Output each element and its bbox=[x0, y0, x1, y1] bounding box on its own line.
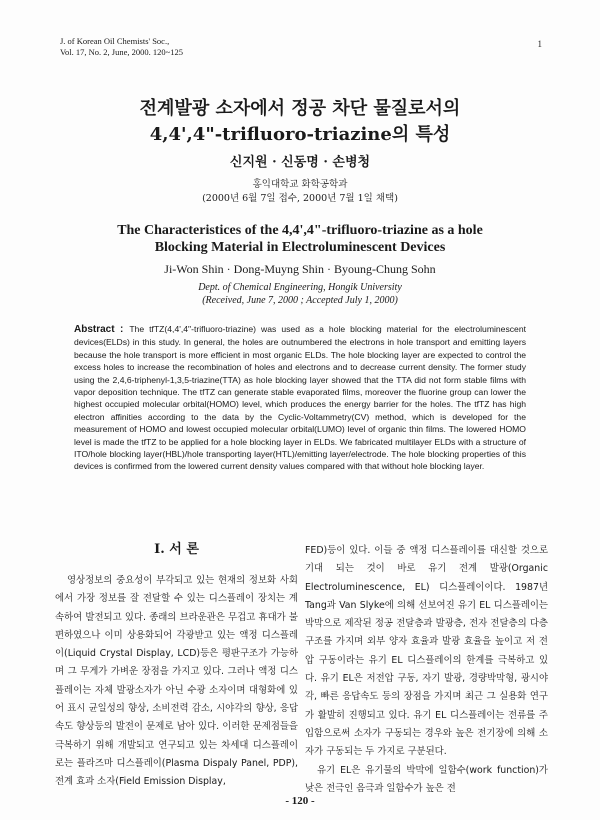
intro-paragraph-2: 유기 EL은 유기물의 박막에 일함수(work function)가 낮은 전극인 음극과 일함수가 높은 전 bbox=[305, 764, 548, 794]
english-title-line-1: The Characteristices of the 4,4',4"-trifluoro-triazine as a hole bbox=[117, 223, 483, 238]
english-dates: (Received, June 7, 2000 ; Accepted July 1, 2000) bbox=[202, 295, 398, 306]
english-title bbox=[0, 222, 600, 256]
left-column bbox=[55, 540, 298, 792]
korean-title-line-1: 전계발광 소자에서 정공 차단 물질로서의 bbox=[139, 98, 461, 119]
english-department: Dept. of Chemical Engineering, Hongik University bbox=[198, 282, 402, 293]
footer-page-number: - 120 - bbox=[285, 795, 315, 807]
intro-paragraph-1-continued: FED)등이 있다. 이들 중 액정 디스플레이를 대신할 것으로 기대 되는 것이 바로 유기 전계 발광(Organic Electroluminescence, EL) 디스플레이이다. 1987년 Tang과 Van Slyke에 의해 선보여진 유기 EL 디스플레이는 박막으로 제작된 정공 전달층과 발광층, 전자 전달층의 다층 구조를 가지며 외부 양자 효율과 발광 효율을 높이고 저 전압 구동이라는 유기 EL 디스플레이의 한계를 극복하고 있다. 유기 EL은 저전압 구동, 자기 발광, 경량박막형, 광시야각, 빠른 응답속도 등의 장점을 가지며 최근 그 실용화 연구가 활발히 진행되고 있다. 유기 EL 디스플레이는 전류를 주입함으로써 소자가 구동되는 경우와 높은 전기장에 의해 소자가 구동되는 두 가지로 구분된다. bbox=[305, 545, 548, 758]
abstract-label: Abstract : bbox=[74, 324, 124, 335]
abstract-text: The tfTZ(4,4',4"-trifluoro-triazine) was used as a hole blocking material for the electroluminescent devices(ELDs) in this study. In general, the holes are outnumbered the electrons in hole transport and emitting layers because the hole transport is more efficient in most organic ELDs. The hole blocking layer are expected to control the excess holes to increase the recombination of holes and electrons and to decrease current density. The former study using the 2,4,6-triphenyl-1,3,5-triazine(TTA) as hole blocking layer showed that the TTA did not form stable films with vapor deposition technique. The tfTZ can generate stable evaporated films, moreover the fluorine group can lower the highest occupied molecular orbital(HOMO) level, which produces the energy barrier for the holes. The tfTZ has high electron affinities according to the data by the Cyclic-Voltammetry(CV) method, which is developed for the measurement of HOMO and lowest occupied molecular orbital(LUMO) level of organic thin films. The lowered HOMO level is made the tfTZ to be applied for a hole blocking layer in ELDs. We fabricated multilayer ELDs with a structure of ITO/hole blocking layer(HBL)/hole transporting layer(HTL)/emitting layer/electrode. The hole blocking properties of this devices is confirmed from the lowered current density values compared with that without hole blocking layer. bbox=[74, 324, 526, 472]
page-number: 1 bbox=[537, 39, 542, 49]
korean-affiliation bbox=[0, 178, 600, 206]
korean-title bbox=[0, 96, 600, 148]
journal-name: J. of Korean Oil Chemists' Soc., bbox=[60, 36, 170, 46]
section-heading-introduction: Ⅰ. 서 론 bbox=[154, 542, 199, 557]
journal-citation bbox=[60, 36, 183, 58]
right-column bbox=[305, 542, 548, 798]
journal-volume: Vol. 17, No. 2, June, 2000. 120~125 bbox=[60, 47, 183, 57]
korean-title-line-2: 4,4',4"-trifluoro-triazine의 특성 bbox=[149, 124, 451, 145]
korean-authors: 신지원 · 신동명 · 손병청 bbox=[229, 155, 371, 170]
korean-department: 홍익대학교 화학공학과 bbox=[252, 179, 348, 190]
abstract bbox=[74, 323, 526, 473]
intro-paragraph-1: 영상정보의 중요성이 부각되고 있는 현재의 정보화 사회에서 가장 정보를 잘 전달할 수 있는 디스플레이 장치는 계속하여 발전되고 있다. 종래의 브라운관은 무겁고 휴대가 불편하였으나 이미 상용화되어 각광받고 있는 액정 디스플레이(Liquid Crystal Display, LCD)등은 평판구조가 가능하며 그 무게가 가벼운 장점을 가지고 있다. 그러나 액정 디스플레이는 자체 발광소자가 아닌 수광 소자이며 대형화에 있어 표시 균일성의 향상, 소비전력 감소, 시야각의 향상, 응답 속도 향상등의 발전이 문제로 남아 있다. 이러한 문제점들을 극복하기 위해 개발되고 연구되고 있는 차세대 디스플레이로는 플라즈마 디스플레이(Plasma Dispaly Panel, PDP), 전계 효과 소자(Field Emission Display, bbox=[55, 575, 298, 788]
english-title-line-2: Blocking Material in Electroluminescent Devices bbox=[154, 240, 446, 255]
english-affiliation bbox=[0, 281, 600, 307]
english-authors: Ji-Won Shin · Dong-Muyng Shin · Byoung-Chung Sohn bbox=[164, 262, 436, 276]
korean-dates: (2000년 6월 7일 접수, 2000년 7월 1일 채택) bbox=[202, 193, 398, 204]
